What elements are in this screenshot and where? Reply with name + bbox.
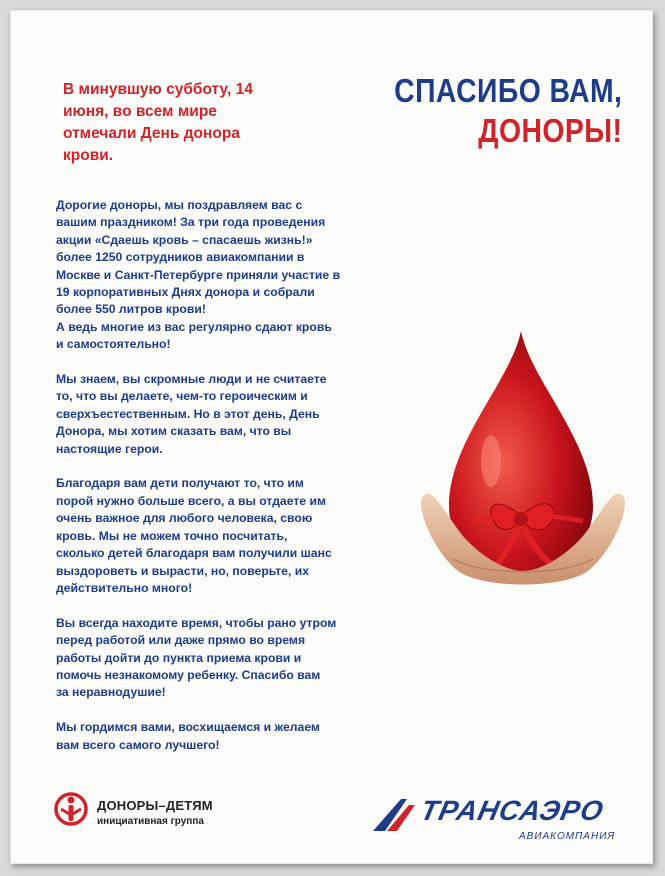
body-line: более 550 литров крови! xyxy=(56,302,206,317)
body-line: за неравнодушие! xyxy=(56,685,166,700)
body-line: действительно много! xyxy=(56,580,193,595)
poster-page xyxy=(10,10,653,864)
transaero-logo xyxy=(371,795,631,851)
letter-body xyxy=(56,197,386,771)
intro-line: июня, во всем мире xyxy=(63,103,217,120)
body-line: работы дойти до пункта приема крови и xyxy=(56,650,302,665)
body-line: Мы знаем, вы скромные люди и не считаете xyxy=(56,372,327,387)
body-line: А ведь многие из вас регулярно сдают кровь xyxy=(56,319,332,334)
paragraph-5 xyxy=(56,719,386,754)
intro-text xyxy=(63,79,313,167)
body-line: перед работой или даже прямо во время xyxy=(56,633,306,648)
donors-children-icon xyxy=(53,789,89,829)
body-line: помочь незнакомому ребенку. Спасибо вам xyxy=(56,667,321,682)
headline-line-1: СПАСИБО ВАМ, xyxy=(393,72,622,109)
paragraph-2 xyxy=(56,371,386,458)
paragraph-4 xyxy=(56,615,386,702)
headline-line-2: ДОНОРЫ! xyxy=(477,112,622,149)
blood-drop-illustration xyxy=(413,321,633,591)
body-line: Донора, мы хотим сказать вам, что вы xyxy=(56,424,292,439)
body-line: вашим праздником! За три года проведения xyxy=(56,215,326,230)
body-line: очень важное для любого человека, свою xyxy=(56,511,313,526)
intro-line: крови. xyxy=(63,147,114,164)
body-line: Вы всегда находите время, чтобы рано утром xyxy=(56,615,337,630)
donors-children-logo xyxy=(53,789,253,839)
body-line: вам всего самого лучшего! xyxy=(56,737,220,752)
body-line: 19 корпоративных Днях донора и собрали xyxy=(56,285,315,300)
body-line: Благодаря вам дети получают то, что им xyxy=(56,476,304,491)
paragraph-1 xyxy=(56,197,386,354)
transaero-wing-icon xyxy=(371,797,419,833)
donors-children-name: ДОНОРЫ–ДЕТЯМ xyxy=(97,798,213,813)
body-line: кровь. Мы не можем точно посчитать, xyxy=(56,528,288,543)
body-line: более 1250 сотрудников авиакомпании в xyxy=(56,250,305,265)
transaero-subtitle: АВИАКОМПАНИЯ xyxy=(519,831,616,842)
donors-children-subtitle: инициативная группа xyxy=(97,816,204,827)
paragraph-3 xyxy=(56,475,386,597)
body-line: настоящие герои. xyxy=(56,441,163,456)
headline xyxy=(394,71,622,151)
intro-line: отмечали День донора xyxy=(63,125,240,142)
body-line: Мы гордимся вами, восхищаемся и желаем xyxy=(56,720,320,735)
body-line: порой нужно больше всего, а вы отдаете им xyxy=(56,493,326,508)
body-line: и самостоятельно! xyxy=(56,337,171,352)
body-line: Дорогие доноры, мы поздравляем вас с xyxy=(56,198,303,212)
transaero-name: ТРАНСАЭРО xyxy=(417,795,607,826)
intro-line: В минувшую субботу, 14 xyxy=(63,81,253,98)
body-line: сколько детей благодаря вам получили шанс xyxy=(56,546,332,561)
drop-shape xyxy=(449,331,593,571)
body-line: то, что вы делаете, чем-то героическим и xyxy=(56,389,308,404)
body-line: выздороветь и вырасти, но, поверьте, их xyxy=(56,563,309,578)
body-line: акции «Сдаешь кровь – спасаешь жизнь!» xyxy=(56,232,313,247)
body-line: сверхъестественным. Но в этот день, День xyxy=(56,406,320,421)
body-line: Москве и Санкт-Петербурге приняли участие в xyxy=(56,267,341,282)
